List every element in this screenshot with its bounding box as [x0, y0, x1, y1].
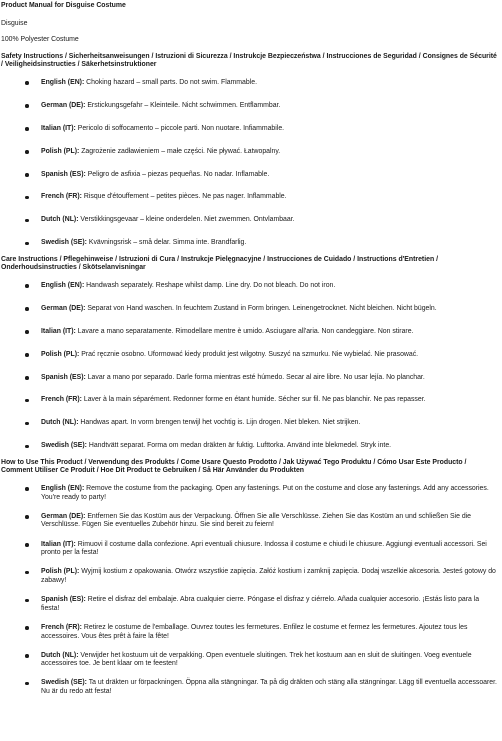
- instruction-text: Zagrożenie zadławieniem – małe części. Nie pływać. Łatwopalny.: [79, 147, 281, 155]
- howto-item-de: [1, 513, 498, 530]
- instruction-text: Kvävningsrisk – små delar. Simma inte. Brandfarlig.: [86, 239, 247, 247]
- care-item-en: [1, 282, 498, 291]
- instruction-text: Handtvätt separat. Forma om medan dräkten är fuktig. Lufttorka. Använd inte blekmedel. Stryk inte.: [86, 442, 392, 450]
- instruction-text: Ta ut dräkten ur förpackningen. Öppna alla stängningar. Ta på dig dräkten och stäng alla stängningar. Lägg till eventuella accessoarer. Nu är du redo att festa!: [41, 679, 497, 696]
- instruction-text: Separat von Hand waschen. In feuchtem Zustand in Form bringen. Leinengetrocknet. Nicht bleichen. Nicht bügeln.: [85, 304, 437, 312]
- language-label: German (DE):: [41, 304, 86, 312]
- instruction-text: Rimuovi il costume dalla confezione. Apri eventuali chiusure. Indossa il costume e chiudi le chiusure. Aggiungi eventuali accessori. Sei pronto per la festa!: [41, 540, 487, 557]
- instruction-text: Lavar a mano por separado. Darle forma mientras esté húmedo. Secar al aire libre. No usar lejía. No planchar.: [85, 373, 425, 381]
- howto-item-en: [1, 485, 498, 502]
- instruction-text: Peligro de asfixia – piezas pequeñas. No nadar. Inflamable.: [85, 170, 270, 178]
- safety-item-de: [1, 102, 498, 111]
- language-label: German (DE):: [41, 512, 86, 520]
- language-label: Italian (IT):: [41, 540, 76, 548]
- care-item-it: [1, 328, 498, 337]
- language-label: Dutch (NL):: [41, 419, 79, 427]
- care-item-es: [1, 374, 498, 383]
- care-item-de: [1, 305, 498, 314]
- care-item-nl: [1, 419, 498, 428]
- language-label: Spanish (ES):: [41, 596, 86, 604]
- instruction-text: Wyjmij kostium z opakowania. Otwórz wszystkie zapięcia. Załóż kostium i zamknij zapięcia. Dodaj wszelkie akcesoria. Jesteś gotowy do zabawy!: [41, 568, 496, 584]
- howto-heading: How to Use This Product / Verwendung des Produkts / Come Usare Questo Prodotto / Jak Używać Tego Produktu / Cómo Usar Este Producto / Comment Utiliser Ce Produit / Hoe Dit Product te Gebruiken / Så Här Använder du Produkten: [1, 458, 467, 475]
- language-label: Dutch (NL):: [41, 651, 79, 659]
- howto-item-pl: [1, 568, 498, 585]
- instruction-text: Laver à la main séparément. Redonner forme en étant humide. Sécher sur fil. Ne pas blanchir. Ne pas repasser.: [81, 396, 426, 404]
- safety-item-pl: [1, 148, 498, 157]
- language-label: Swedish (SE):: [41, 239, 87, 247]
- instruction-text: Verstikkingsgevaar – kleine onderdelen. Niet zwemmen. Ontvlambaar.: [78, 216, 295, 224]
- safety-item-nl: [1, 216, 498, 225]
- instruction-text: Entfernen Sie das Kostüm aus der Verpackung. Öffnen Sie alle Verschlüsse. Ziehen Sie das Kostüm an und schließen Sie die Verschlüsse. Fügen Sie eventuelles Zubehör hinzu. Sie sind bereit zu feiern!: [41, 512, 472, 529]
- instruction-text: Remove the costume from the packaging. Open any fastenings. Put on the costume and close any fastenings. Add any accessories. You're ready to party!: [41, 485, 489, 501]
- language-label: Spanish (ES):: [41, 170, 86, 178]
- instruction-text: Handwas apart. In vorm brengen terwijl het vochtig is. Lijn drogen. Niet bleken. Niet strijken.: [78, 419, 361, 427]
- instruction-text: Pericolo di soffocamento – piccole parti. Non nuotare. Infiammabile.: [75, 124, 285, 132]
- howto-item-it: [1, 541, 498, 558]
- language-label: English (EN):: [41, 281, 85, 289]
- language-label: Polish (PL):: [41, 568, 80, 576]
- care-list: [1, 282, 498, 451]
- instruction-text: Handwash separately. Reshape whilst damp. Line dry. Do not bleach. Do not iron.: [84, 281, 336, 289]
- howto-item-se: [1, 679, 498, 696]
- instruction-text: Retire el disfraz del embalaje. Abra cualquier cierre. Póngase el disfraz y ciérrelo. Añada cualquier accesorio. ¡Estás listo para la fiesta!: [41, 596, 480, 612]
- language-label: French (FR):: [41, 623, 82, 631]
- language-label: Dutch (NL):: [41, 216, 79, 224]
- instruction-text: Retirez le costume de l'emballage. Ouvrez toutes les fermetures. Enfilez le costume et fermez les fermetures. Ajoutez tous les accessoires. Vous êtes prêt à faire la fête!: [41, 623, 468, 640]
- language-label: French (FR):: [41, 193, 82, 201]
- language-label: Swedish (SE):: [41, 442, 87, 450]
- language-label: German (DE):: [41, 101, 86, 109]
- language-label: Polish (PL):: [41, 350, 80, 358]
- safety-list: [1, 79, 498, 248]
- care-item-se: [1, 442, 498, 451]
- safety-heading: Safety Instructions / Sicherheitsanweisungen / Istruzioni di Sicurezza / Instrukcje Bezpieczeństwa / Instrucciones de Seguridad / Consignes de Sécurité / Veiligheidsinstructies / Säkerhetsinstruktioner: [1, 52, 497, 69]
- instruction-text: Prać ręcznie osobno. Uformować kiedy produkt jest wilgotny. Suszyć na szmurku. Nie wybielać. Nie prasować.: [79, 350, 419, 358]
- language-label: English (EN):: [41, 78, 85, 86]
- language-label: English (EN):: [41, 485, 85, 492]
- language-label: Spanish (ES):: [41, 373, 86, 381]
- howto-list: [1, 485, 498, 697]
- care-item-pl: [1, 351, 498, 360]
- safety-item-es: [1, 171, 498, 180]
- instruction-text: Risque d'étouffement – petites pièces. Ne pas nager. Inflammable.: [81, 193, 287, 201]
- safety-item-fr: [1, 193, 498, 202]
- care-item-fr: [1, 396, 498, 405]
- howto-item-nl: [1, 652, 498, 669]
- language-label: Italian (IT):: [41, 327, 76, 335]
- language-label: Swedish (SE):: [41, 679, 87, 687]
- safety-item-se: [1, 239, 498, 248]
- language-label: Italian (IT):: [41, 124, 76, 132]
- care-heading: Care Instructions / Pflegehinweise / Istruzioni di Cura / Instrukcje Pielęgnacyjne / Instrucciones de Cuidado / Instructions d'Entretien / Onderhoudsinstructies / Skötselanvisningar: [1, 255, 438, 272]
- howto-item-es: [1, 596, 498, 613]
- instruction-text: Choking hazard – small parts. Do not swim. Flammable.: [84, 78, 257, 86]
- page-title: Product Manual for Disguise Costume: [1, 2, 126, 9]
- safety-item-it: [1, 125, 498, 134]
- brand-name: Disguise: [1, 19, 28, 27]
- language-label: French (FR):: [41, 396, 82, 404]
- material-info: 100% Polyester Costume: [1, 36, 79, 44]
- howto-item-fr: [1, 624, 498, 641]
- language-label: Polish (PL):: [41, 147, 80, 155]
- instruction-text: Verwijder het kostuum uit de verpakking. Open eventuele sluitingen. Trek het kostuum aan en sluit de sluitingen. Voeg eventuele accessoires toe. Je bent klaar om te feesten!: [41, 651, 472, 668]
- safety-item-en: [1, 79, 498, 88]
- instruction-text: Lavare a mano separatamente. Rimodellare mentre è umido. Asciugare all'aria. Non candeggiare. Non stirare.: [75, 327, 414, 335]
- instruction-text: Erstickungsgefahr – Kleinteile. Nicht schwimmen. Entflammbar.: [85, 101, 281, 109]
